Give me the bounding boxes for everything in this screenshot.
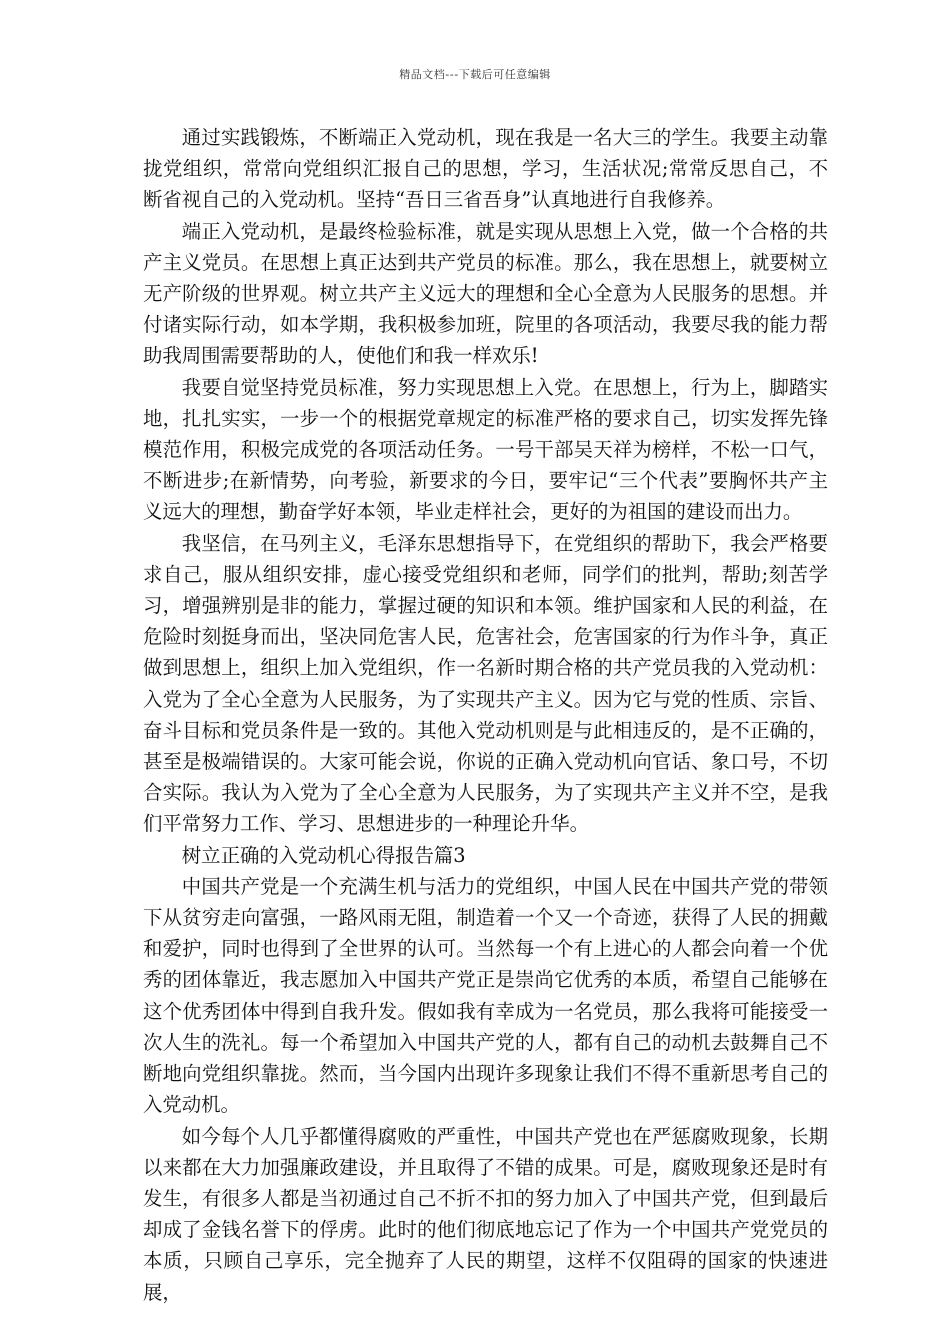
paragraph: 如今每个人几乎都懂得腐败的严重性，中国共产党也在严惩腐败现象，长期以来都在大力加强廉政建设，并且取得了不错的成果。可是，腐败现象还是时有发生，有很多人都是当初通过自己不折不扣的努力加入了中国共产党，但到最后却成了金钱名誉下的俘虏。此时的他们彻底地忘记了作为一个中国共产党党员的本质，只顾自己享乐，完全抛弃了人民的期望，这样不仅阻碍的国家的快速进展，: [143, 1124, 828, 1304]
paragraph: 我要自觉坚持党员标准，努力实现思想上入党。在思想上，行为上，脚踏实地，扎扎实实，一步一个的根据党章规定的标准严格的要求自己，切实发挥先锋模范作用，积极完成党的各项活动任务。一号干部吴天祥为榜样，不松一口气，不断进步;在新情势，向考验，新要求的今日，要牢记“三个代表”要胸怀共产主义远大的理想，勤奋学好本领，毕业走样社会，更好的为祖国的建设而出力。: [143, 375, 828, 524]
paragraph: 我坚信，在马列主义，毛泽东思想指导下，在党组织的帮助下，我会严格要求自己，服从组织安排，虚心接受党组织和老师，同学们的批判，帮助;刻苦学习，增强辨别是非的能力，掌握过硬的知识和本领。维护国家和人民的利益，在危险时刻挺身而出，坚决同危害人民，危害社会，危害国家的行为作斗争，真正做到思想上，组织上加入党组织，作一名新时期合格的共产党员我的入党动机：入党为了全心全意为人民服务，为了实现共产主义。因为它与党的性质、宗旨、奋斗目标和党员条件是一致的。其他入党动机则是与此相违反的，是不正确的，甚至是极端错误的。大家可能会说，你说的正确入党动机向官话、象口号，不切合实际。我认为入党为了全心全意为人民服务，为了实现共产主义并不空，是我们平常努力工作、学习、思想进步的一种理论升华。: [143, 531, 828, 836]
section-heading: 树立正确的入党动机心得报告篇3: [181, 843, 466, 867]
paragraph: 中国共产党是一个充满生机与活力的党组织，中国人民在中国共产党的带领下从贫穷走向富强，一路风雨无阻，制造着一个又一个奇迹，获得了人民的拥戴和爱护，同时也得到了全世界的认可。当然每一个有上进心的人都会向着一个优秀的团体靠近，我志愿加入中国共产党正是崇尚它优秀的本质，希望自己能够在这个优秀团体中得到自我升发。假如我有幸成为一名党员，那么我将可能接受一次人生的洗礼。每一个希望加入中国共产党的人，都有自己的动机去鼓舞自己不断地向党组织靠拢。然而，当今国内出现许多现象让我们不得不重新思考自己的入党动机。: [143, 874, 828, 1117]
paragraph: 通过实践锻炼，不断端正入党动机，现在我是一名大三的学生。我要主动靠拢党组织，常常向党组织汇报自己的思想，学习，生活状况;常常反思自己，不断省视自己的入党动机。坚持“吾日三省吾身”认真地进行自我修养。: [143, 126, 828, 212]
document-body: [143, 122, 828, 1308]
paragraph: 端正入党动机，是最终检验标准，就是实现从思想上入党，做一个合格的共产主义党员。在思想上真正达到共产党员的标准。那么，我在思想上，就要树立无产阶级的世界观。树立共产主义远大的理想和全心全意为人民服务的思想。并付诸实际行动，如本学期，我积极参加班，院里的各项活动，我要尽我的能力帮助我周围需要帮助的人，使他们和我一样欢乐!: [143, 219, 828, 368]
page-header: 精品文档---下载后可任意编辑: [399, 68, 551, 81]
